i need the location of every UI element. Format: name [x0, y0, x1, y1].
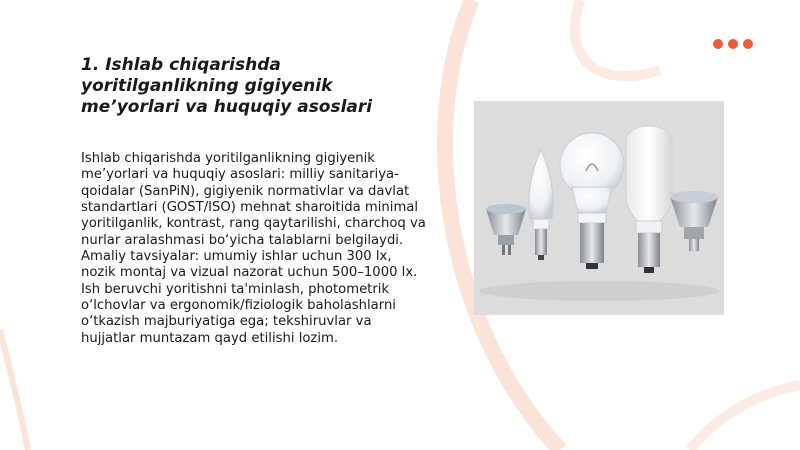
- slide-body-text: Ishlab chiqarishda yoritilganlikning gigiyenik me’yorlari va huquqiy asoslari: milliy sanitariya-qoidalar (SanPiN), gigiyenik normativlar va davlat standartlari (GOST/ISO) mehnat sharoitida minimal yoritilganlik, kontrast, rang qaytarilishi, charchoq va nurlar aralashmasi bo‘yicha talablarni belgilaydi. Amaliy tavsiyalar: umumiy ishlar uchun 300 lx, nozik montaj va vizual nazorat uchun 500–1000 lx. Ish beruvchi yoritishni ta'minlash, photometrik o‘lchovlar va ergonomik/fiziologik baholashlarni o‘tkazish majburiyatiga ega; tekshiruvlar va hujjatlar muntazam qayd etilishi lozim.: [81, 151, 426, 346]
- dot: [743, 39, 753, 49]
- dot: [728, 39, 738, 49]
- light-bulbs-photo: [474, 101, 724, 315]
- dot: [713, 39, 723, 49]
- slide-title: 1. Ishlab chiqarishda yoritilganlikning gigiyenik me’yorlari va huquqiy asoslari: [81, 55, 373, 117]
- dots-menu-icon: [713, 39, 753, 49]
- light-bulbs-illustration: [474, 101, 724, 315]
